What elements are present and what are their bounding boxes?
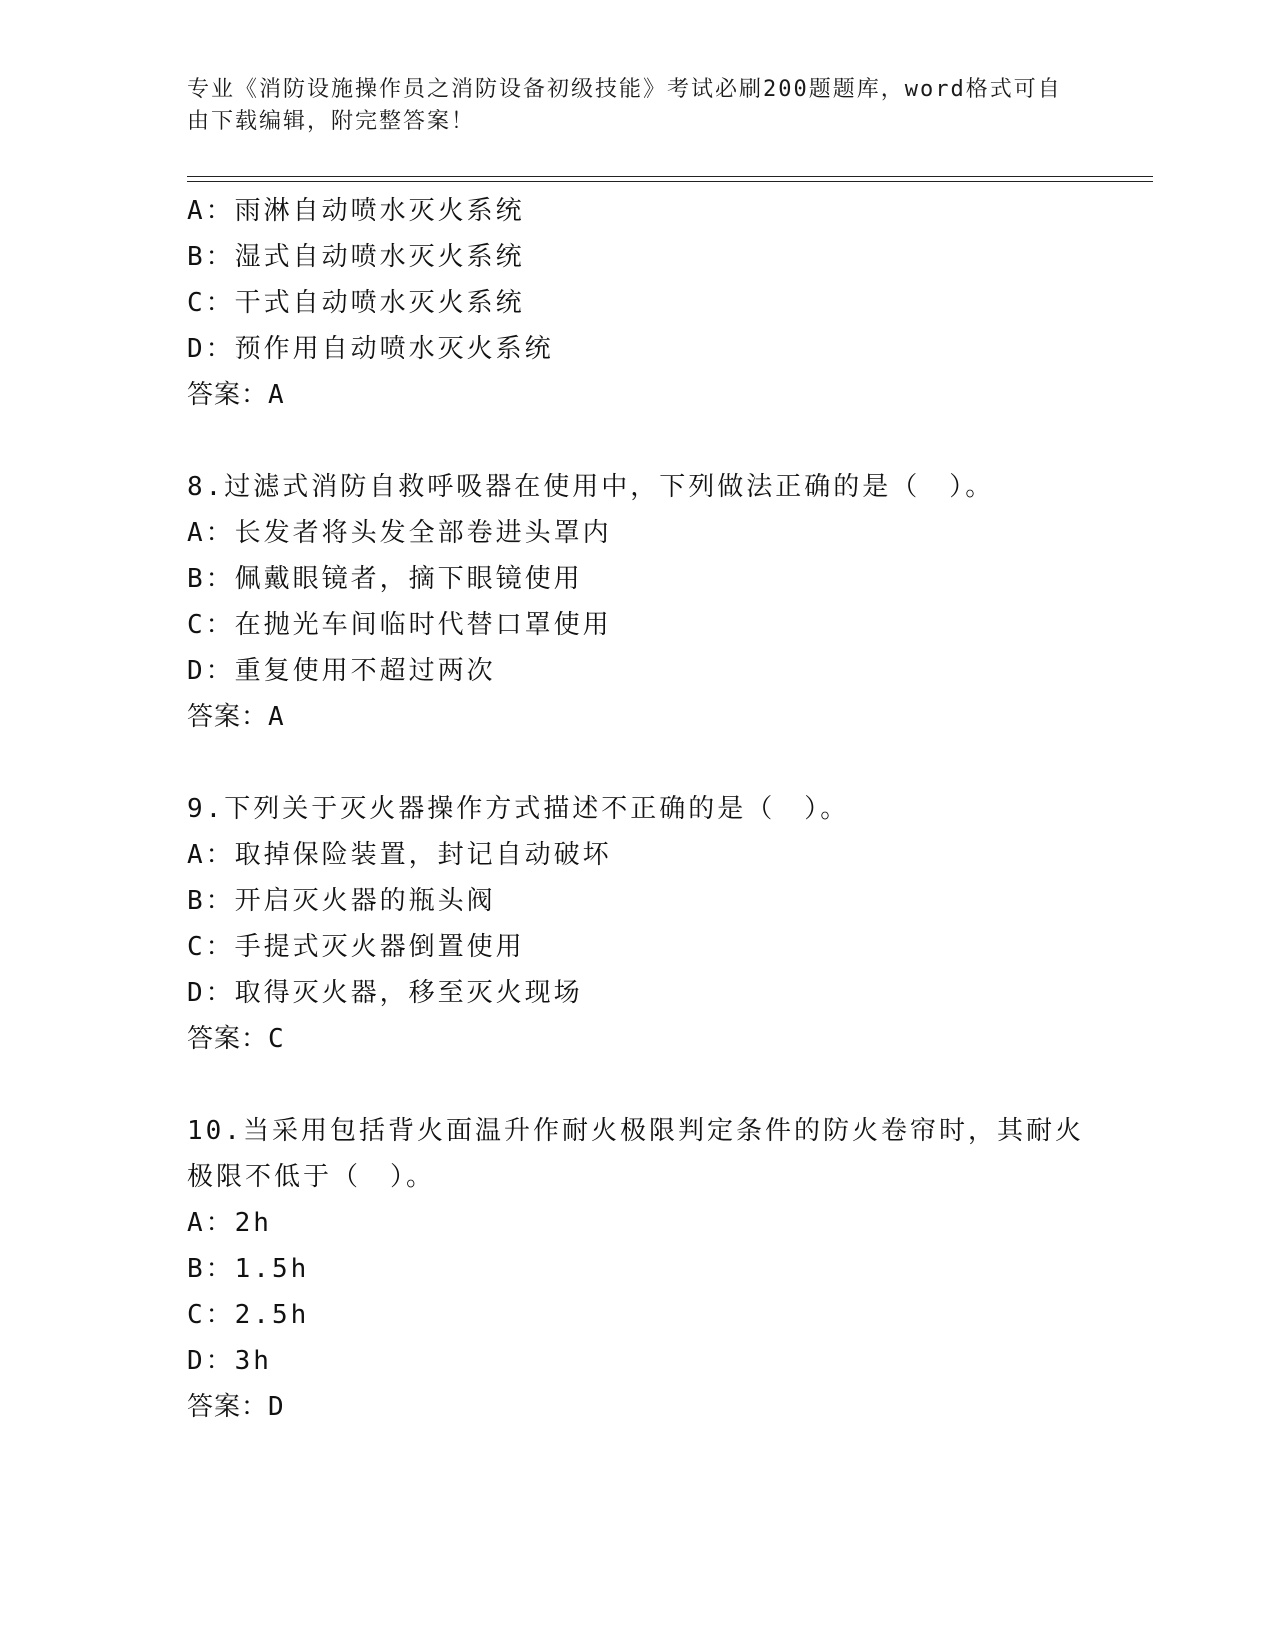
option-b: B：开启灭火器的瓶头阀 [187,886,496,916]
option-b: B：1.5h [187,1254,310,1284]
option-a: A：长发者将头发全部卷进头罩内 [187,518,612,548]
option-d: D：取得灭火器，移至灭火现场 [187,978,583,1008]
answer-line: 答案：A [187,702,285,732]
answer-line: 答案：A [187,380,285,410]
answer-line: 答案：D [187,1392,285,1422]
option-b: B：佩戴眼镜者，摘下眼镜使用 [187,564,583,594]
document-header: 专业《消防设施操作员之消防设备初级技能》考试必刷200题题库，word格式可自由下载编辑，附完整答案！ [187,77,1062,134]
question-block-prev [187,188,1087,418]
option-d: D：预作用自动喷水灭火系统 [187,334,554,364]
option-a: A：雨淋自动喷水灭火系统 [187,196,525,226]
question-list [187,188,1087,1430]
question-text: 9.下列关于灭火器操作方式描述不正确的是（ ）。 [187,794,850,824]
option-a: A：取掉保险装置，封记自动破坏 [187,840,612,870]
question-block-8 [187,464,1087,740]
question-block-10 [187,1108,1087,1430]
option-c: C：手提式灭火器倒置使用 [187,932,525,962]
option-c: C：干式自动喷水灭火系统 [187,288,525,318]
question-block-9 [187,786,1087,1062]
option-d: D：3h [187,1346,272,1376]
header-divider-top [187,176,1153,177]
option-a: A：2h [187,1208,272,1238]
option-d: D：重复使用不超过两次 [187,656,496,686]
answer-line: 答案：C [187,1024,285,1054]
option-b: B：湿式自动喷水灭火系统 [187,242,525,272]
header-divider-bottom [187,181,1153,182]
option-c: C：在抛光车间临时代替口罩使用 [187,610,612,640]
question-text: 10.当采用包括背火面温升作耐火极限判定条件的防火卷帘时，其耐火极限不低于（ ）。 [187,1116,1084,1192]
question-text: 8.过滤式消防自救呼吸器在使用中，下列做法正确的是（ ）。 [187,472,995,502]
option-c: C：2.5h [187,1300,310,1330]
